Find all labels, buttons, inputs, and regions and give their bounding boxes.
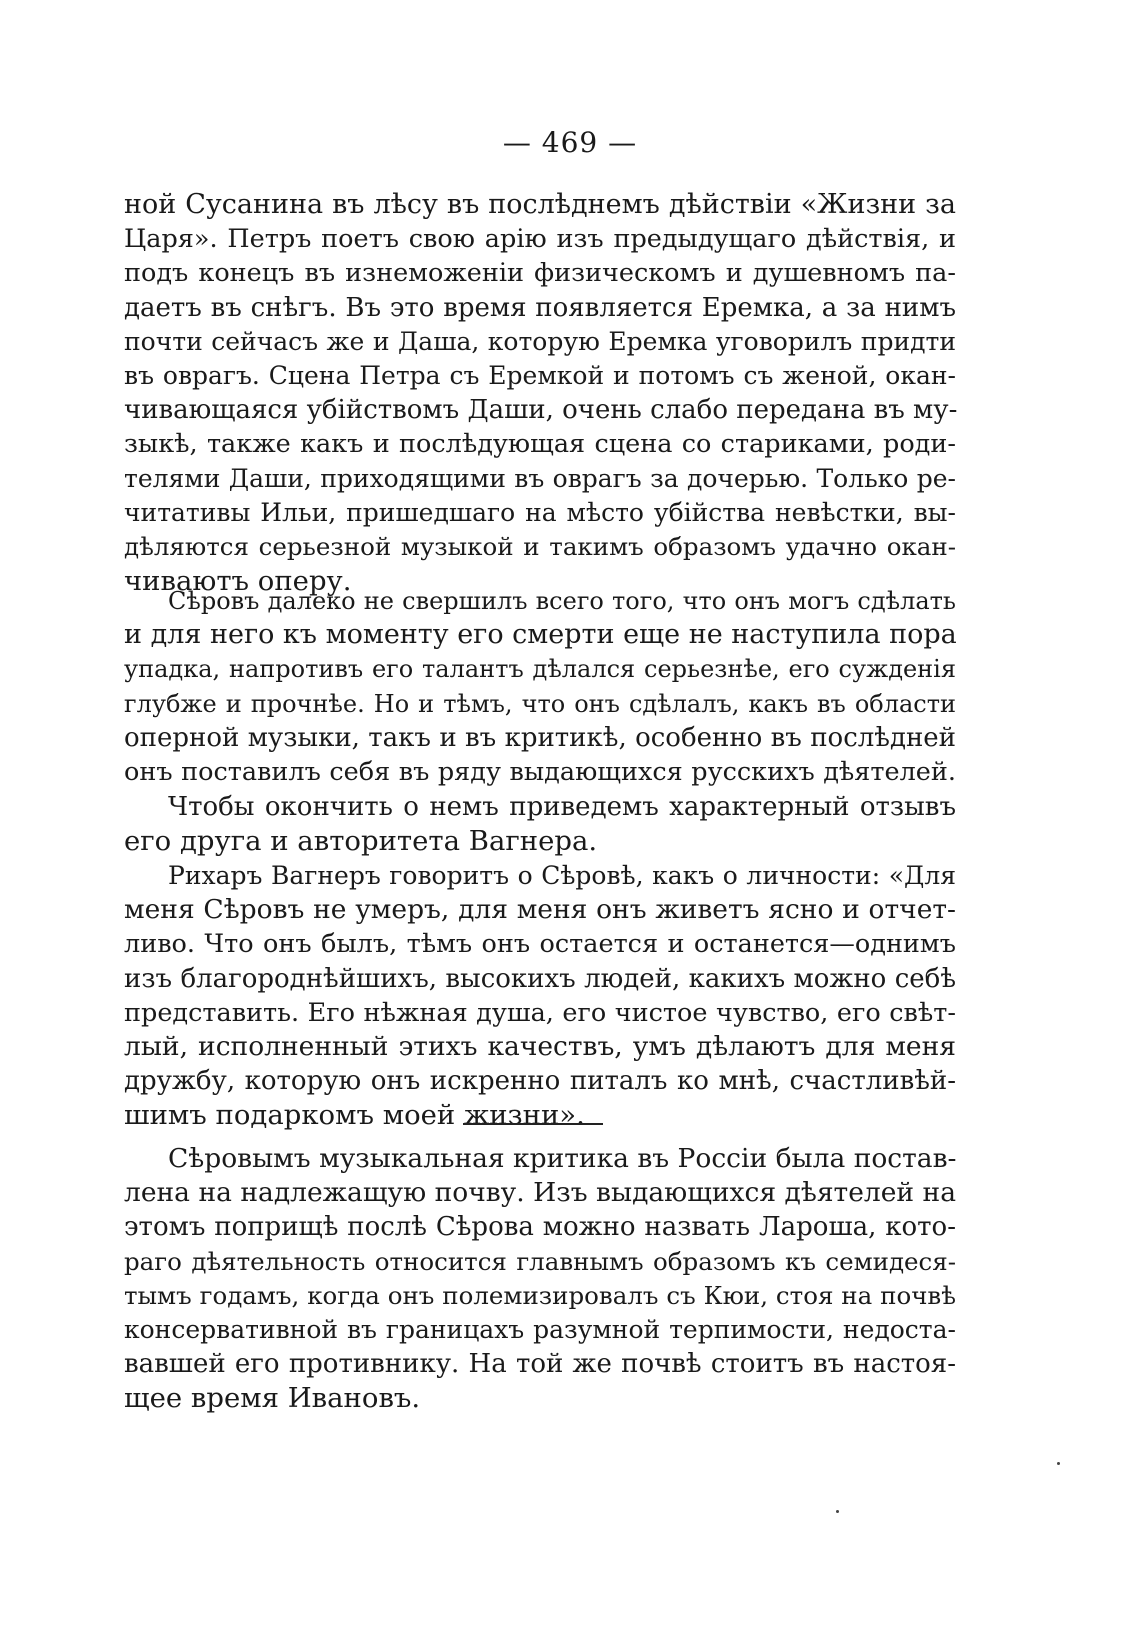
text-line: консервативной въ границахъ разумной терпимости, недоста- <box>124 1314 956 1344</box>
text-line: чивающаяся убійствомъ Даши, очень слабо передана въ му- <box>124 395 958 426</box>
text-line: Царя». Петръ поетъ свою арію изъ предыдущаго дѣйствія, и <box>124 224 956 255</box>
text-line: лый, исполненный этихъ качествъ, умъ дѣлаютъ для меня <box>124 1030 956 1062</box>
text-line: онъ поставилъ себя въ ряду выдающихся русскихъ дѣятелей. <box>124 756 956 787</box>
text-line: и для него къ моменту его смерти еще не наступила пора <box>124 619 957 651</box>
page-number: — 469 — <box>502 126 638 159</box>
text-line: даетъ въ снѣгъ. Въ это время появляется Еремка, а за нимъ <box>124 292 956 323</box>
text-line: чиваютъ оперу. <box>124 565 352 598</box>
paragraph-3 <box>124 790 956 858</box>
text-line: въ оврагъ. Сцена Петра съ Еремкой и потомъ съ женой, окан- <box>124 360 956 390</box>
text-line: читативы Ильи, пришедшаго на мѣсто убійства невѣстки, вы- <box>124 497 956 527</box>
text-line: телями Даши, приходящими въ оврагъ за дочерью. Только ре- <box>124 463 956 493</box>
text-line: представить. Его нѣжная душа, его чистое чувство, его свѣт- <box>124 997 956 1028</box>
paragraph-1 <box>124 188 956 598</box>
text-line: подъ конецъ въ изнеможеніи физическомъ и душевномъ па- <box>124 258 956 289</box>
text-line: зыкѣ, также какъ и послѣдующая сцена со стариками, роди- <box>124 429 956 460</box>
text-line: его друга и авторитета Вагнера. <box>124 825 598 858</box>
text-line: тымъ годамъ, когда онъ полемизировалъ съ Кюи, стоя на почвѣ <box>124 1280 956 1310</box>
text-line: дѣляются серьезной музыкой и такимъ образомъ удачно окан- <box>124 531 956 561</box>
text-line: лена на надлежащую почву. Изъ выдающихся дѣятелей на <box>124 1177 956 1209</box>
text-line: почти сейчасъ же и Даша, которую Еремка уговорилъ придти <box>124 326 956 356</box>
scan-speck <box>836 1510 839 1513</box>
text-line: щее время Ивановъ. <box>124 1382 421 1415</box>
text-line: дружбу, которую онъ искренно питалъ ко мнѣ, счастливѣй- <box>124 1066 956 1097</box>
text-line: раго дѣятельность относится главнымъ образомъ къ семидеся- <box>124 1246 956 1276</box>
text-line: ливо. Что онъ былъ, тѣмъ онъ остается и останется—однимъ <box>124 929 956 960</box>
text-line: Сѣровымъ музыкальная критика въ Россіи была постав- <box>168 1143 957 1174</box>
text-line: изъ благороднѣйшихъ, высокихъ людей, какихъ можно себѣ <box>124 963 956 994</box>
text-line: упадка, напротивъ его талантъ дѣлался серьезнѣе, его сужденія <box>124 655 956 684</box>
paragraph-2 <box>124 584 956 789</box>
text-line: оперной музыки, такъ и въ критикѣ, особенно въ послѣдней <box>124 722 956 753</box>
text-line: меня Сѣровъ не умеръ, для меня онъ живетъ ясно и отчет- <box>124 894 956 926</box>
text-line: этомъ поприщѣ послѣ Сѣрова можно назвать Лароша, кото- <box>124 1212 956 1243</box>
scan-speck <box>1057 1462 1060 1465</box>
text-line: Сѣровъ далеко не свершилъ всего того, что онъ могъ сдѣлать <box>168 587 956 615</box>
paragraph-4 <box>124 859 956 1133</box>
text-line: вавшей его противнику. На той же почвѣ стоитъ въ настоя- <box>124 1349 956 1380</box>
section-divider <box>463 1123 603 1125</box>
paragraph-5 <box>124 1142 956 1416</box>
text-line: Рихаръ Вагнеръ говоритъ о Сѣровѣ, какъ о личности: «Для <box>168 861 956 890</box>
text-line: Чтобы окончить о немъ приведемъ характерный отзывъ <box>168 792 956 822</box>
text-line: глубже и прочнѣе. Но и тѣмъ, что онъ сдѣлалъ, какъ въ области <box>124 689 956 718</box>
text-line: шимъ подаркомъ моей жизни». <box>124 1099 585 1132</box>
text-line: ной Сусанина въ лѣсу въ послѣднемъ дѣйствіи «Жизни за <box>124 189 956 220</box>
